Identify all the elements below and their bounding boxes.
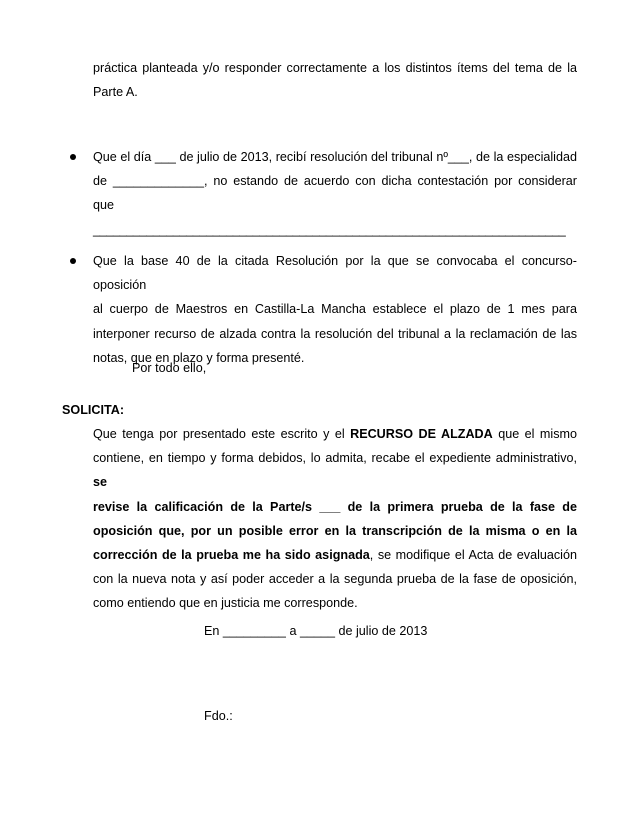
- solicita-line-1: [93, 422, 577, 446]
- solicita-paragraph: [93, 422, 577, 616]
- solicita-line-2-b: se: [93, 475, 108, 490]
- solicita-line-4: oposición que, por un posible error en la transcripción de la misma o en la: [93, 523, 577, 538]
- bullet-2-line-3: interponer recurso de alzada contra la resolución del tribunal a la reclamación de las: [93, 326, 577, 341]
- bullet-2-paragraph: [93, 249, 577, 370]
- solicita-line-1-a: Que tenga por presentado este escrito y el: [93, 427, 351, 441]
- bullet-1-line-3: _______________________________________________________________________: [93, 222, 566, 237]
- recurso-de-alzada-text: RECURSO DE ALZADA: [350, 427, 493, 441]
- solicita-line-6: con la nueva nota y así poder acceder a la segunda prueba de la fase de oposición,: [93, 572, 577, 587]
- bullet-2-line-4: notas, que en plazo y forma presenté.: [93, 350, 305, 365]
- top-paragraph: [93, 56, 577, 104]
- top-paragraph-line-2: Parte A.: [93, 85, 138, 100]
- closing-phrase: Por todo ello,: [132, 361, 207, 375]
- bullet-2-line-2: al cuerpo de Maestros en Castilla-La Mancha establece el plazo de 1 mes para: [93, 302, 577, 317]
- bullet-icon: [70, 258, 76, 264]
- solicita-line-1-c: que el mismo: [492, 427, 577, 441]
- solicita-line-2-a: contiene, en tiempo y forma debidos, lo admita, recabe el expediente administrativo,: [93, 451, 577, 466]
- place-date-line: En _________ a _____ de julio de 2013: [204, 624, 428, 638]
- bullet-icon: [70, 154, 76, 160]
- solicita-line-5-a: corrección de la prueba me ha sido asignada: [93, 548, 370, 563]
- solicita-line-7: como entiendo que en justicia me corresponde.: [93, 596, 358, 611]
- solicita-heading: SOLICITA:: [62, 403, 125, 417]
- bullet-1-line-1: Que el día ___ de julio de 2013, recibí resolución del tribunal nº___, de la especialidad: [93, 150, 577, 164]
- bullet-1-line-2: de _____________, no estando de acuerdo con dicha contestación por considerar que: [93, 174, 577, 213]
- bullet-2-line-1: Que la base 40 de la citada Resolución por la que se convocaba el concurso-oposición: [93, 254, 577, 293]
- bullet-1-paragraph: [93, 145, 577, 242]
- solicita-line-5-b: , se modifique el Acta de evaluación: [369, 548, 577, 563]
- solicita-line-3: revise la calificación de la Parte/s ___ de la primera prueba de la fase de: [93, 499, 577, 514]
- solicita-line-5: [93, 543, 577, 567]
- solicita-line-2: [93, 446, 577, 494]
- top-paragraph-line-1: práctica planteada y/o responder correctamente a los distintos ítems del tema de la: [93, 61, 577, 75]
- signature-label: Fdo.:: [204, 709, 233, 723]
